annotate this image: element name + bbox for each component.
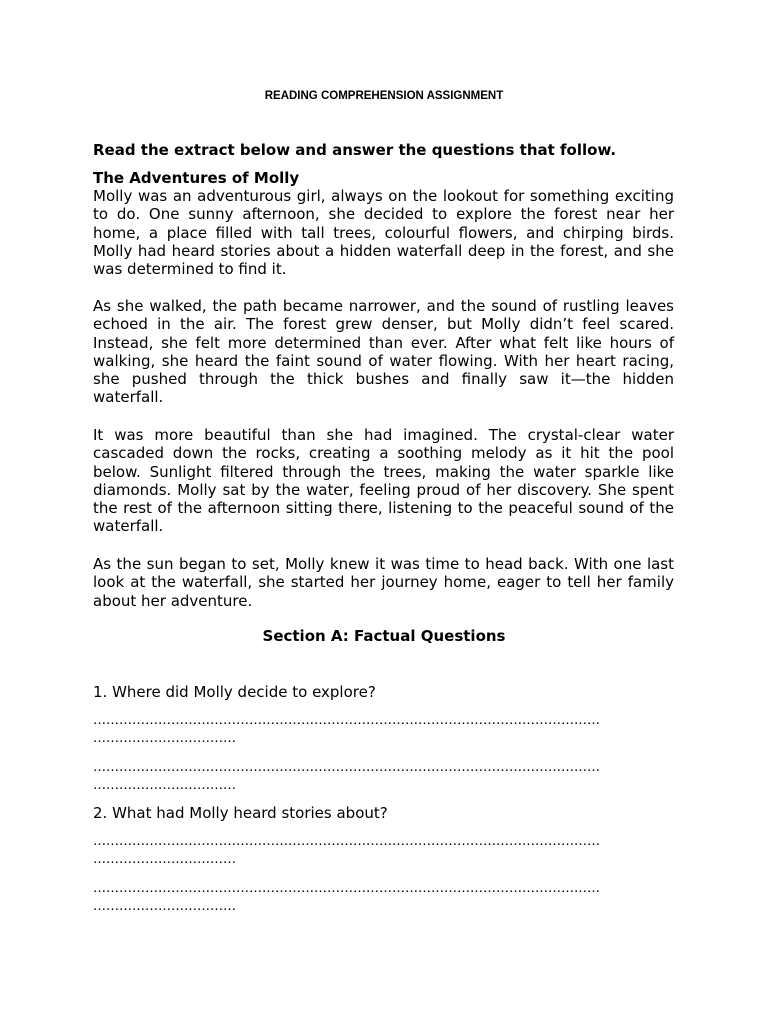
answer-line[interactable]: ……………………………	[93, 899, 236, 914]
story-paragraph-3: It was more beautiful than she had imagined. The crystal-clear water cascaded down the rocks, creating a soothing melody as it hit the pool below. Sunlight filtered through the trees, making the water sparkle like diamonds. Molly sat by the water, feeling proud of her discovery. She spent the rest of the afternoon sitting there, listening to the peaceful sound of the waterfall.	[93, 426, 674, 536]
story-paragraph-2: As she walked, the path became narrower, and the sound of rustling leaves echoed in the air. The forest grew denser, but Molly didn’t feel scared. Instead, she felt more determined than ever. After what felt like hours of walking, she heard the faint sound of water flowing. With her heart racing, she pushed through the thick bushes and finally saw it—the hidden waterfall.	[93, 297, 674, 407]
document-title: READING COMPREHENSION ASSIGNMENT	[264, 90, 504, 102]
answer-line[interactable]: ……………………………	[93, 852, 236, 867]
section-heading: Section A: Factual Questions	[262, 627, 506, 645]
answer-line[interactable]: ……………………………	[93, 731, 236, 746]
answer-line[interactable]: ………………………………………………………………………………………………………	[93, 834, 600, 849]
answer-line[interactable]: ……………………………	[93, 778, 236, 793]
question-1: 1. Where did Molly decide to explore?	[93, 683, 376, 701]
answer-line[interactable]: ………………………………………………………………………………………………………	[93, 881, 600, 896]
instruction-text: Read the extract below and answer the questions that follow.	[93, 141, 617, 159]
story-paragraph-1: Molly was an adventurous girl, always on the lookout for something exciting to do. One sunny afternoon, she decided to explore the forest near her home, a place filled with tall trees, colourful flowers, and chirping birds. Molly had heard stories about a hidden waterfall deep in the forest, and she was determined to find it.	[93, 187, 674, 279]
question-2: 2. What had Molly heard stories about?	[93, 804, 388, 822]
answer-line[interactable]: ………………………………………………………………………………………………………	[93, 760, 600, 775]
answer-line[interactable]: ………………………………………………………………………………………………………	[93, 713, 600, 728]
story-title: The Adventures of Molly	[93, 169, 300, 187]
story-paragraph-4: As the sun began to set, Molly knew it was time to head back. With one last look at the waterfall, she started her journey home, eager to tell her family about her adventure.	[93, 555, 674, 610]
